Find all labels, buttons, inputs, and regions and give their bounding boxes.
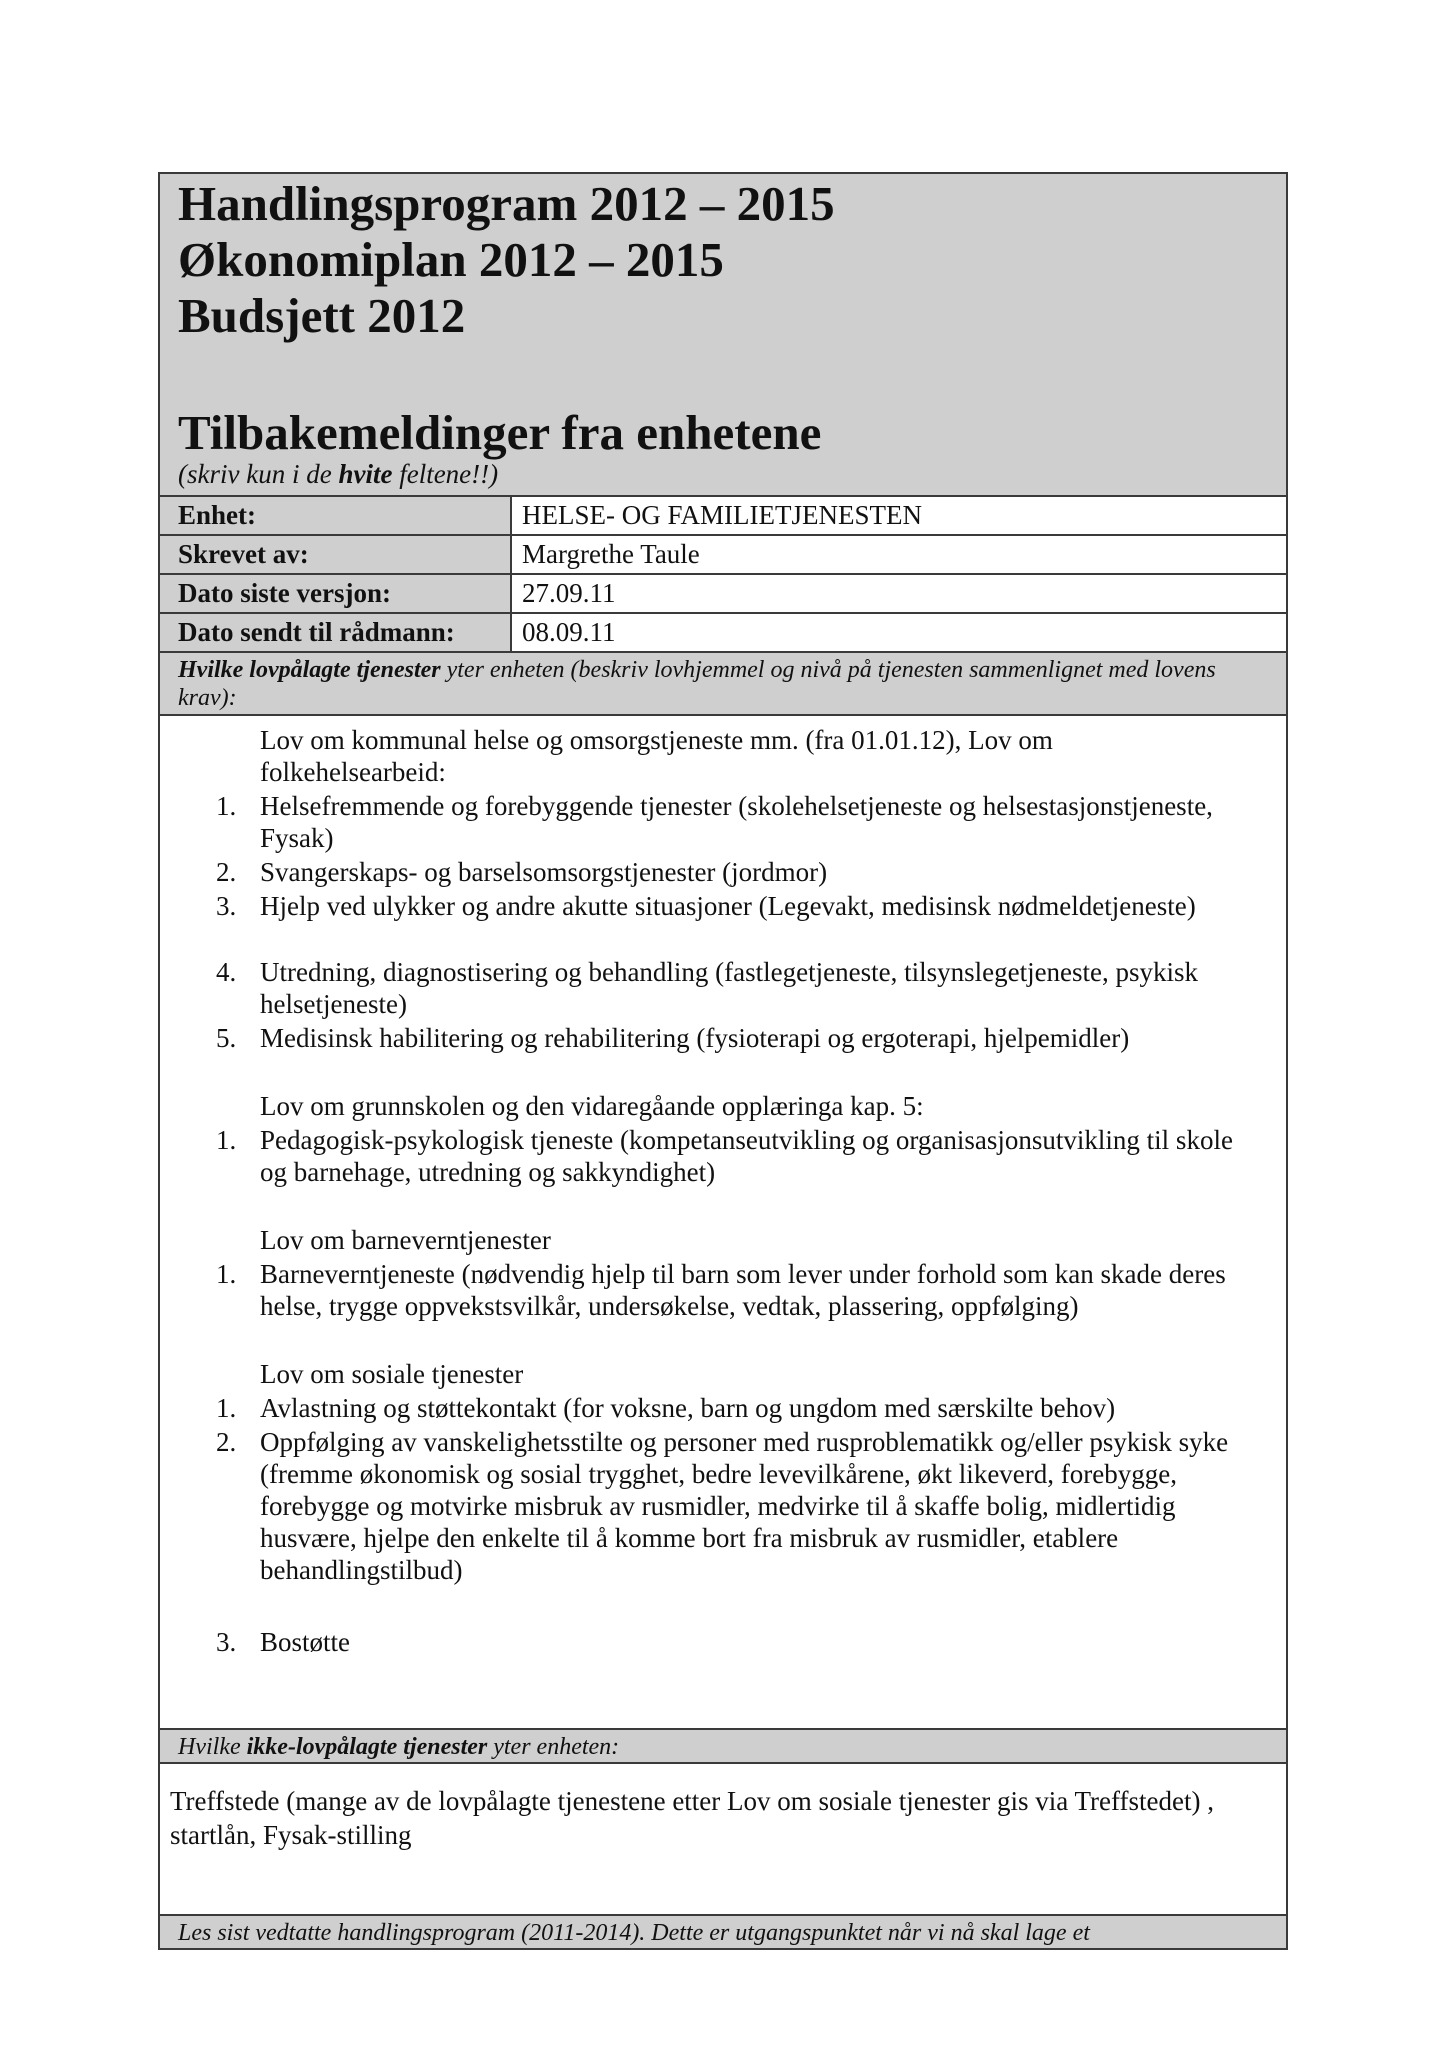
feedback-title: Tilbakemeldinger fra enhetene [178,405,822,460]
info-row-version [160,575,1286,614]
law3-intro: Lov om barneverntjenester [260,1225,551,1255]
info-row-unit [160,497,1286,536]
author-label: Skrevet av: [160,536,512,573]
author-value[interactable]: Margrethe Taule [522,539,700,569]
law2-intro: Lov om grunnskolen og den vidaregåande opplæringa kap. 5: [260,1091,924,1121]
title-okonomiplan: Økonomiplan 2012 – 2015 [178,232,724,287]
feedback-instruction: (skriv kun i de hvite feltene!!) [178,459,499,489]
title-budsjett: Budsjett 2012 [178,288,466,343]
info-row-author [160,536,1286,575]
sent-value[interactable]: 08.09.11 [522,617,616,647]
law4-intro: Lov om sosiale tjenester [260,1359,524,1389]
non-statutory-question: Hvilke ikke-lovpålagte tjenester yter enheten: [160,1728,1286,1764]
sent-label: Dato sendt til rådmann: [160,614,512,651]
non-statutory-answer[interactable]: Treffstede (mange av de lovpålagte tjenestene etter Lov om sosiale tjenester gis via Treffstedet) , startlån, Fysak-stilling [170,1786,1214,1850]
version-label: Dato siste versjon: [160,575,512,612]
info-row-sent [160,614,1286,653]
feedback-form: Handlingsprogram 2012 – 2015 Økonomiplan 2012 – 2015 Budsjett 2012 Tilbakemeldinger fra enhetene (skriv kun i de hvite feltene!!) Enhet: HELSE- OG FAMILIETJENESTEN Skrevet av: Margrethe Taule Dato siste versjon: 27.09.11 Dato sendt til rådmann: 08.09.11 Hvilke lovpålagte tjenester yter enheten (beskriv lovhjemmel og nivå på tjenesten sammenlignet med lovens krav): Lov om kommunal helse og omsorgstjeneste mm. (fra 01.01.12), Lov om folkehelsearbeid: 1. Helsefremmende og forebyggende tjenester (skolehelsetjeneste og helsestasjonstjeneste, Fysak) 2. Svangerskaps- og barselsomsorgstjenester (jordmor) 3. Hjelp ved ulykker og andre akutte situasjoner (Legevakt, medisinsk nødmeldetjeneste) 4. Utredning, diagnostisering og behandling (fastlegetjeneste, tilsynslegetjeneste, psykisk helsetjeneste) 5. Medisinsk habilitering og rehabilitering (fysioterapi og ergoterapi, hjelpemidler) Lov om grunnskolen og den vidaregåande opplæringa kap. 5: 1. Pedagogisk-psykologisk tjeneste (kompetanseutvikling og organisasjonsutvikling til skole og barnehage, utredning og sakkyndighet) Lov om barneverntjenester 1. Barneverntjeneste (nødvendig hjelp til barn som lever under forhold som kan skade deres helse, trygge oppvekstsvilkår, undersøkelse, vedtak, plassering, oppfølging) Lov om sosiale tjenester 1. Avlastning og støttekontakt (for voksne, barn og ungdom med særskilte behov) 2. Oppfølging av vanskelighetsstilte og personer med rusproblematikk og/eller psykisk syke (fremme økonomisk og sosial trygghet, bedre levevilkårene, økt likeverd, forebygge, forebygge og motvirke misbruk av rusmidler, medvirke til å skaffe bolig, midlertidig husvære, hjelpe den enkelte til å komme bort fra misbruk av rusmidler, etablere behandlingstilbud) 3. Bostøtte Hvilke ikke-lovpålagte tjenester yter enheten: Treffstede (mange av de lovpålagte tjenestene etter Lov om sosiale tjenester gis via Treffstedet) , startlån, Fysak-stilling Les sist vedtatte handlingsprogram (2011-2014). Dette er utgangspunktet når vi nå skal lage et [158,172,1288,1950]
footer-note: Les sist vedtatte handlingsprogram (2011-2014). Dette er utgangspunktet når vi nå skal lage et [160,1914,1286,1948]
unit-label: Enhet: [160,497,512,534]
title-handlingsprogram: Handlingsprogram 2012 – 2015 [178,176,835,231]
version-value[interactable]: 27.09.11 [522,578,616,608]
statutory-question: Hvilke lovpålagte tjenester yter enheten (beskriv lovhjemmel og nivå på tjenesten sammenlignet med lovens krav): [160,653,1286,716]
form-header [160,174,1286,497]
law1-intro: Lov om kommunal helse og omsorgstjeneste mm. (fra 01.01.12), Lov om folkehelsearbeid: [260,725,1053,787]
unit-value[interactable]: HELSE- OG FAMILIETJENESTEN [522,500,922,530]
